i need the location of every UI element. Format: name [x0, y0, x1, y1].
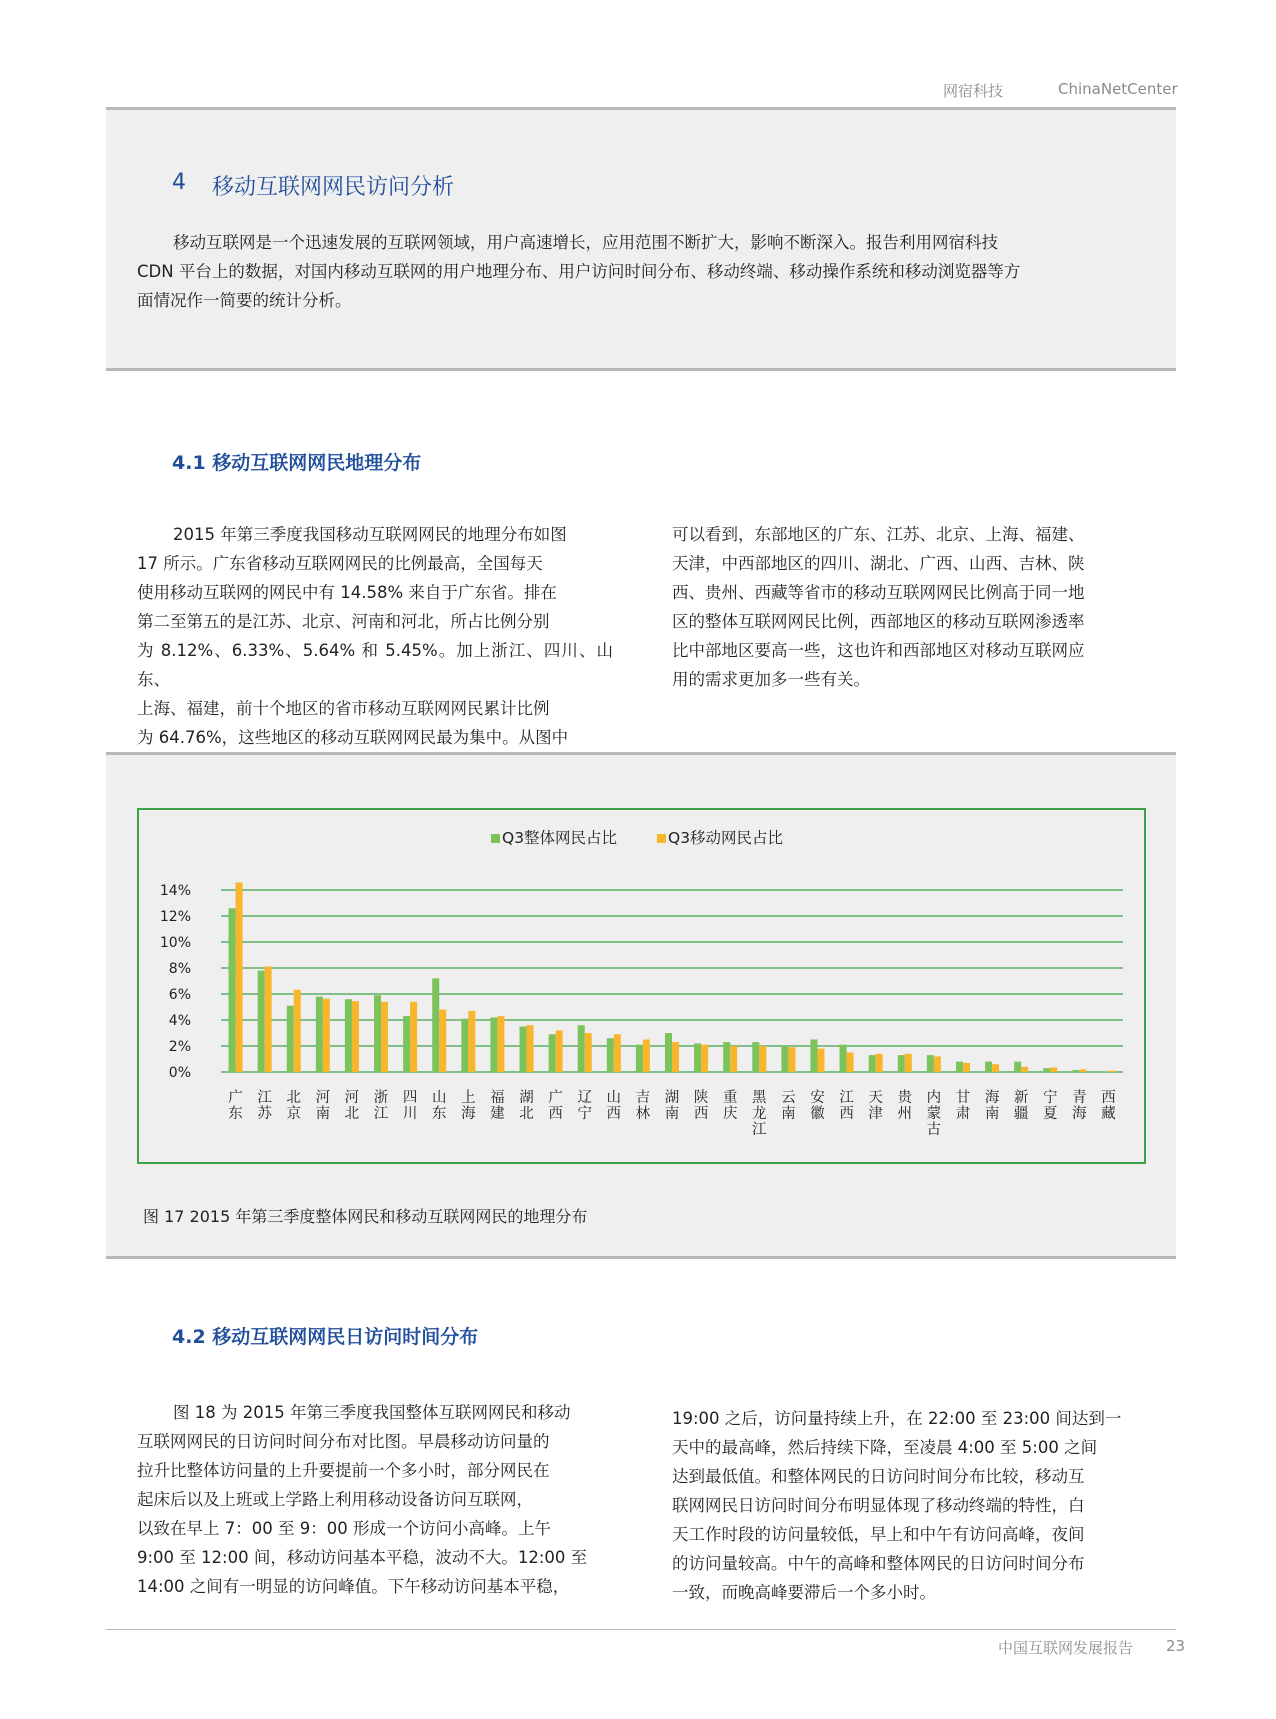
intro-bottom-rule — [106, 368, 1176, 371]
text-line: 达到最低值。和整体网民的日访问时间分布比较，移动互 — [672, 1467, 1085, 1486]
bar-overall — [723, 1042, 730, 1072]
text-line: 起床后以及上班或上学路上利用移动设备访问互联网， — [137, 1490, 533, 1509]
bar-overall — [578, 1025, 585, 1072]
text-line: 区的整体互联网网民比例，西部地区的移动互联网渗透率 — [672, 612, 1085, 631]
text-line: 以致在早上 7：00 至 9：00 形成一个访问小高峰。上午 — [137, 1519, 551, 1538]
x-tick-label: 陕西 — [693, 1090, 709, 1122]
bar-mobile — [701, 1045, 708, 1072]
bar-mobile — [527, 1025, 534, 1072]
text-line: 2015 年第三季度我国移动互联网网民的地理分布如图 — [173, 525, 567, 544]
bar-mobile — [556, 1030, 563, 1072]
legend-label: Q3移动网民占比 — [668, 829, 784, 847]
bar-overall — [1043, 1068, 1050, 1072]
bar-mobile — [963, 1063, 970, 1072]
x-tick-label: 内蒙古 — [926, 1090, 942, 1138]
bar-overall — [432, 978, 439, 1072]
bar-mobile — [410, 1002, 417, 1072]
x-tick-label: 四川 — [402, 1090, 418, 1122]
text-line: 可以看到，东部地区的广东、江苏、北京、上海、福建、 — [672, 525, 1085, 544]
x-tick-label: 广西 — [548, 1090, 563, 1122]
bar-overall — [781, 1046, 788, 1072]
bar-mobile — [323, 999, 330, 1072]
intro-line: 移动互联网是一个迅速发展的互联网领域，用户高速增长，应用范围不断扩大，影响不断深入。报告利用网宿科技 — [173, 233, 998, 252]
bar-mobile — [817, 1049, 824, 1072]
text-line: 比中部地区要高一些，这也许和西部地区对移动互联网应 — [672, 641, 1085, 660]
bar-mobile — [759, 1046, 766, 1072]
bar-overall — [1014, 1062, 1021, 1072]
figure-bottom-rule — [106, 1256, 1176, 1259]
x-tick-label: 山东 — [431, 1090, 447, 1122]
x-tick-label: 江西 — [839, 1090, 854, 1122]
bar-overall — [898, 1055, 905, 1072]
bar-overall — [1101, 1071, 1108, 1072]
bar-mobile — [468, 1011, 475, 1072]
x-tick-label: 甘肃 — [955, 1090, 971, 1122]
text-line: 图 18 为 2015 年第三季度我国整体互联网网民和移动 — [173, 1403, 571, 1422]
footer-rule — [106, 1629, 1176, 1630]
text-line: 上海、福建，前十个地区的省市移动互联网网民累计比例 — [137, 699, 550, 718]
sub2-left-column — [137, 1398, 613, 1601]
bar-mobile — [876, 1054, 883, 1072]
text-line: 天津，中西部地区的四川、湖北、广西、山西、吉林、陕 — [672, 554, 1085, 573]
text-line: 19:00 之后，访问量持续上升，在 22:00 至 23:00 间达到一 — [672, 1409, 1122, 1428]
bar-overall — [345, 999, 352, 1072]
text-line: 西、贵州、西藏等省市的移动互联网网民比例高于同一地 — [672, 583, 1085, 602]
x-tick-label: 江苏 — [257, 1090, 272, 1122]
text-line: 第二至第五的是江苏、北京、河南和河北，所占比例分别 — [137, 612, 550, 631]
y-tick-label: 0% — [168, 1065, 191, 1081]
bar-overall — [985, 1062, 992, 1072]
x-tick-label: 福建 — [490, 1090, 505, 1122]
text-line: 14:00 之间有一明显的访问峰值。下午移动访问基本平稳， — [137, 1577, 570, 1596]
bar-overall — [287, 1006, 294, 1072]
bar-overall — [374, 995, 381, 1072]
bar-overall — [607, 1038, 614, 1072]
intro-line: CDN 平台上的数据，对国内移动互联网的用户地理分布、用户访问时间分布、移动终端、移动操作系统和移动浏览器等方 — [137, 262, 1021, 281]
figure-caption: 图 17 2015 年第三季度整体网民和移动互联网网民的地理分布 — [143, 1207, 588, 1226]
x-tick-label: 广东 — [228, 1090, 243, 1122]
bar-mobile — [847, 1053, 854, 1073]
x-tick-label: 宁夏 — [1043, 1090, 1058, 1122]
x-tick-label: 上海 — [461, 1090, 476, 1122]
x-tick-label: 北京 — [286, 1090, 301, 1122]
bar-mobile — [352, 1001, 359, 1072]
bar-overall — [549, 1034, 556, 1072]
text-line: 17 所示。广东省移动互联网网民的比例最高，全国每天 — [137, 554, 543, 573]
bar-overall — [869, 1055, 876, 1072]
bar-overall — [636, 1045, 643, 1072]
bar-mobile — [1108, 1071, 1115, 1072]
bar-mobile — [294, 990, 301, 1072]
y-tick-label: 8% — [168, 961, 191, 977]
x-tick-label: 湖北 — [519, 1090, 534, 1122]
text-line: 为 64.76%，这些地区的移动互联网网民最为集中。从图中 — [137, 728, 569, 747]
chart-frame — [137, 808, 1146, 1164]
x-tick-label: 河南 — [315, 1090, 331, 1122]
section-intro — [137, 228, 1147, 315]
x-tick-label: 浙江 — [373, 1090, 389, 1122]
bar-overall — [752, 1042, 759, 1072]
bar-mobile — [585, 1033, 592, 1072]
subsection-title-4-1: 4.1 移动互联网网民地理分布 — [172, 452, 422, 474]
bar-mobile — [1079, 1069, 1086, 1072]
bar-mobile — [730, 1046, 737, 1072]
legend-swatch — [657, 834, 666, 843]
footer-report-name: 中国互联网发展报告 — [998, 1639, 1134, 1657]
text-line: 用的需求更加多一些有关。 — [672, 670, 870, 689]
bar-mobile — [934, 1056, 941, 1072]
section-title: 移动互联网网民访问分析 — [212, 175, 455, 200]
text-line: 联网网民日访问时间分布明显体现了移动终端的特性，白 — [672, 1496, 1085, 1515]
text-line: 天中的最高峰，然后持续下降，至凌晨 4:00 至 5:00 之间 — [672, 1438, 1098, 1457]
bar-mobile — [1021, 1067, 1028, 1072]
y-tick-label: 12% — [159, 909, 191, 925]
bar-overall — [694, 1043, 701, 1072]
bar-overall — [461, 1019, 468, 1072]
bar-overall — [1072, 1070, 1079, 1072]
bar-overall — [520, 1027, 527, 1073]
bar-mobile — [905, 1054, 912, 1072]
bar-mobile — [236, 882, 243, 1072]
footer-page-number: 23 — [1166, 1637, 1186, 1655]
x-tick-label: 安徽 — [810, 1090, 825, 1122]
bar-mobile — [614, 1034, 621, 1072]
header-brand-en: ChinaNetCenter — [1058, 80, 1178, 98]
x-tick-label: 云南 — [781, 1090, 796, 1122]
text-line: 拉升比整体访问量的上升要提前一个多小时，部分网民在 — [137, 1461, 550, 1480]
bar-mobile — [672, 1042, 679, 1072]
x-tick-label: 河北 — [344, 1090, 360, 1122]
x-tick-label: 贵州 — [897, 1090, 913, 1122]
x-tick-label: 新疆 — [1013, 1090, 1029, 1122]
bar-overall — [956, 1062, 963, 1072]
sub1-left-column — [137, 520, 613, 752]
y-tick-label: 2% — [168, 1039, 191, 1055]
bar-mobile — [381, 1002, 388, 1072]
x-tick-label: 重庆 — [722, 1090, 738, 1122]
bar-overall — [927, 1055, 934, 1072]
bar-overall — [490, 1017, 497, 1072]
bar-mobile — [439, 1010, 446, 1072]
bar-mobile — [497, 1016, 504, 1072]
text-line: 为 8.12%、6.33%、5.64% 和 5.45%。加上浙江、四川、山东、 — [137, 641, 613, 689]
y-tick-label: 14% — [159, 883, 191, 899]
bar-mobile — [265, 966, 272, 1072]
sub1-right-column — [672, 520, 1148, 694]
section-number: 4 — [172, 170, 186, 195]
text-line: 9:00 至 12:00 间，移动访问基本平稳，波动不大。12:00 至 — [137, 1548, 588, 1567]
y-tick-label: 4% — [168, 1013, 191, 1029]
sub2-right-column — [672, 1404, 1148, 1607]
x-tick-label: 辽宁 — [577, 1090, 592, 1122]
bar-overall — [258, 971, 265, 1072]
bar-mobile — [788, 1047, 795, 1072]
text-line: 互联网网民的日访问时间分布对比图。早晨移动访问量的 — [137, 1432, 550, 1451]
x-tick-label: 青海 — [1072, 1090, 1087, 1122]
x-tick-label: 吉林 — [635, 1090, 651, 1122]
text-line: 的访问量较高。中午的高峰和整体网民的日访问时间分布 — [672, 1554, 1085, 1573]
bar-mobile — [1050, 1067, 1057, 1072]
text-line: 一致，而晚高峰要滞后一个多小时。 — [672, 1583, 936, 1602]
bar-overall — [665, 1033, 672, 1072]
bar-overall — [403, 1016, 410, 1072]
subsection-title-4-2: 4.2 移动互联网网民日访问时间分布 — [172, 1326, 479, 1348]
legend-label: Q3整体网民占比 — [502, 829, 618, 847]
x-tick-label: 海南 — [984, 1090, 1000, 1122]
text-line: 天工作时段的访问量较低，早上和中午有访问高峰，夜间 — [672, 1525, 1085, 1544]
geo-distribution-chart — [139, 810, 1144, 1162]
x-tick-label: 湖南 — [664, 1090, 680, 1122]
x-tick-label: 黑龙江 — [752, 1090, 767, 1138]
bar-mobile — [643, 1040, 650, 1073]
header-brand-cn: 网宿科技 — [943, 82, 1004, 100]
text-line: 使用移动互联网的网民中有 14.58% 来自于广东省。排在 — [137, 583, 557, 602]
y-tick-label: 6% — [168, 987, 191, 1003]
legend-swatch — [491, 834, 500, 843]
x-tick-label: 西藏 — [1101, 1090, 1116, 1122]
intro-line: 面情况作一简要的统计分析。 — [137, 291, 352, 310]
bar-overall — [316, 997, 323, 1072]
x-tick-label: 天津 — [868, 1090, 883, 1122]
bar-overall — [810, 1040, 817, 1073]
y-tick-label: 10% — [159, 935, 191, 951]
bar-overall — [229, 908, 236, 1072]
x-tick-label: 山西 — [606, 1090, 622, 1122]
bar-overall — [840, 1045, 847, 1072]
bar-mobile — [992, 1064, 999, 1072]
